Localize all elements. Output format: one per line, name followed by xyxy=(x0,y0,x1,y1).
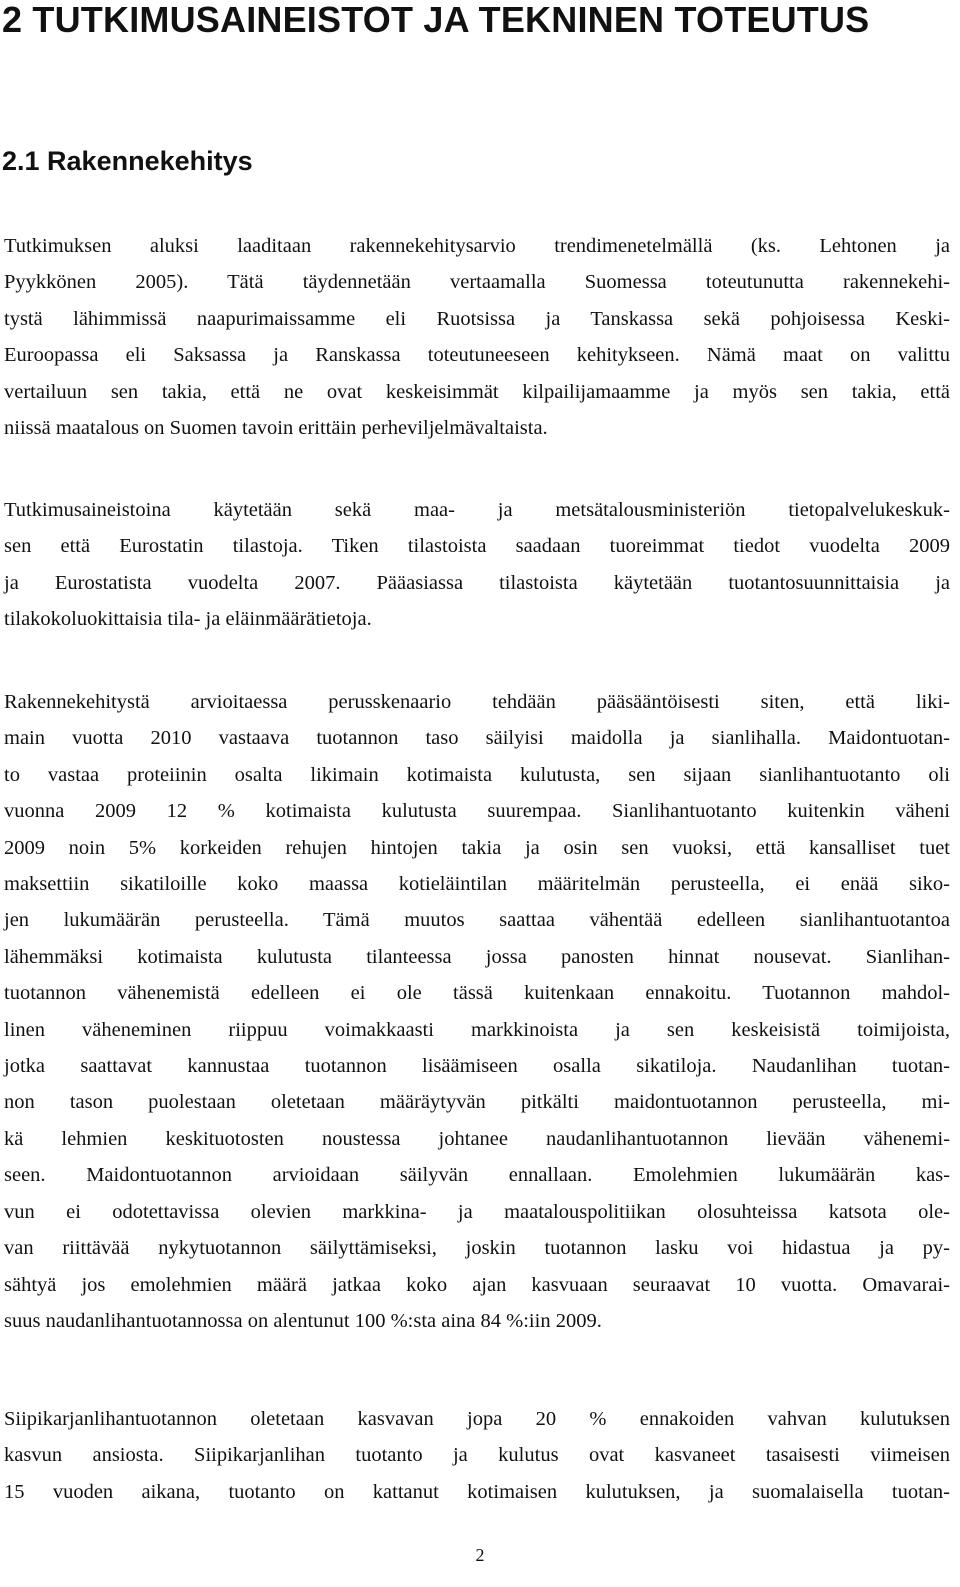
text-line: kä lehmien keskituotosten noustessa johtanee naudanlihantuotannon lievään vähenemi- xyxy=(4,1127,950,1150)
text-line: linen väheneminen riippuu voimakkaasti markkinoista ja sen keskeisistä toimijoista, xyxy=(4,1018,950,1041)
text-line: non tason puolestaan oletetaan määräytyvän pitkälti maidontuotannon perusteella, mi- xyxy=(4,1091,950,1114)
paragraph-scenario xyxy=(4,684,950,1339)
paragraph-poultry xyxy=(4,1401,950,1510)
text-line: Euroopassa eli Saksassa ja Ranskassa toteutuneeseen kehitykseen. Nämä maat on valittu xyxy=(4,344,950,367)
text-line: Tutkimuksen aluksi laaditaan rakennekehitysarvio trendimenetelmällä (ks. Lehtonen ja xyxy=(4,235,950,257)
text-line: 15 vuoden aikana, tuotanto on kattanut kotimaisen kulutuksen, ja suomalaisella tuotan- xyxy=(4,1480,950,1503)
text-line: tilakokoluokittaisia tila- ja eläinmäärätietoja. xyxy=(4,608,372,631)
text-line: 2009 noin 5% korkeiden rehujen hintojen takia ja osin sen vuoksi, että kansalliset tuet xyxy=(4,836,950,859)
text-line: to vastaa proteiinin osalta likimain kotimaista kulutusta, sen sijaan sianlihantuotanto oli xyxy=(4,763,950,786)
text-line: vun ei odotettavissa olevien markkina- ja maatalouspolitiikan olosuhteissa katsota ole- xyxy=(4,1200,950,1223)
text-line: van riittävää nykytuotannon säilyttämiseksi, joskin tuotannon lasku voi hidastua ja py- xyxy=(4,1237,950,1260)
text-line: Pyykkönen 2005). Tätä täydennetään vertaamalla Suomessa toteutunutta rakennekehi- xyxy=(4,271,950,294)
text-line: Tutkimusaineistoina käytetään sekä maa- ja metsätalousministeriön tietopalvelukeskuk- xyxy=(4,499,950,521)
text-line: jen lukumäärän perusteella. Tämä muutos saattaa vähentää edelleen sianlihantuotantoa xyxy=(4,909,950,932)
text-line: vertailuun sen takia, että ne ovat keskeisimmät kilpailijamaamme ja myös sen takia, että xyxy=(4,380,950,403)
text-line: tystä lähimmissä naapurimaissamme eli Ruotsissa ja Tanskassa sekä pohjoisessa Keski- xyxy=(4,307,950,330)
text-line: jotka saattavat kannustaa tuotannon lisäämiseen osalla sikatiloja. Naudanlihan tuotan- xyxy=(4,1055,950,1078)
text-line: Siipikarjanlihantuotannon oletetaan kasvavan jopa 20 % ennakoiden vahvan kulutuksen xyxy=(4,1408,950,1430)
text-line: sen että Eurostatin tilastoja. Tiken tilastoista saadaan tuoreimmat tiedot vuodelta 2009 xyxy=(4,535,950,558)
text-line: niissä maatalous on Suomen tavoin erittäin perheviljelmävaltaista. xyxy=(4,417,548,440)
text-line: Rakennekehitystä arvioitaessa perusskenaario tehdään pääsääntöisesti siten, että liki- xyxy=(4,691,950,713)
text-line: lähemmäksi kotimaista kulutusta tilanteessa jossa panosten hinnat nousevat. Sianlihan- xyxy=(4,945,950,968)
text-line: ja Eurostatista vuodelta 2007. Pääasiassa tilastoista käytetään tuotantosuunnittaisia ja xyxy=(4,571,950,594)
text-line: tuotannon vähenemistä edelleen ei ole tässä kuitenkaan ennakoitu. Tuotannon mahdol- xyxy=(4,982,950,1005)
text-line: maksettiin sikatiloille koko maassa kotieläintilan määritelmän perusteella, ei enää siko- xyxy=(4,873,950,896)
text-line: kasvun ansiosta. Siipikarjanlihan tuotanto ja kulutus ovat kasvaneet tasaisesti viimeisen xyxy=(4,1444,950,1467)
paragraph-intro xyxy=(4,228,950,446)
text-line: sähtyä jos emolehmien määrä jatkaa koko ajan kasvuaan seuraavat 10 vuotta. Omavarai- xyxy=(4,1273,950,1296)
text-line: vuonna 2009 12 % kotimaista kulutusta suurempaa. Sianlihantuotanto kuitenkin väheni xyxy=(4,800,950,823)
section-heading: 2.1 Rakennekehitys xyxy=(2,146,253,176)
paragraph-data-sources xyxy=(4,492,950,638)
text-line: main vuotta 2010 vastaava tuotannon taso säilyisi maidolla ja sianlihalla. Maidontuotan- xyxy=(4,727,950,750)
text-line: seen. Maidontuotannon arvioidaan säilyvän ennallaan. Emolehmien lukumäärän kas- xyxy=(4,1164,950,1187)
chapter-heading: 2 TUTKIMUSAINEISTOT JA TEKNINEN TOTEUTUS xyxy=(2,0,870,40)
text-line: suus naudanlihantuotannossa on alentunut 100 %:sta aina 84 %:iin 2009. xyxy=(4,1309,602,1332)
page-number: 2 xyxy=(475,1545,485,1565)
